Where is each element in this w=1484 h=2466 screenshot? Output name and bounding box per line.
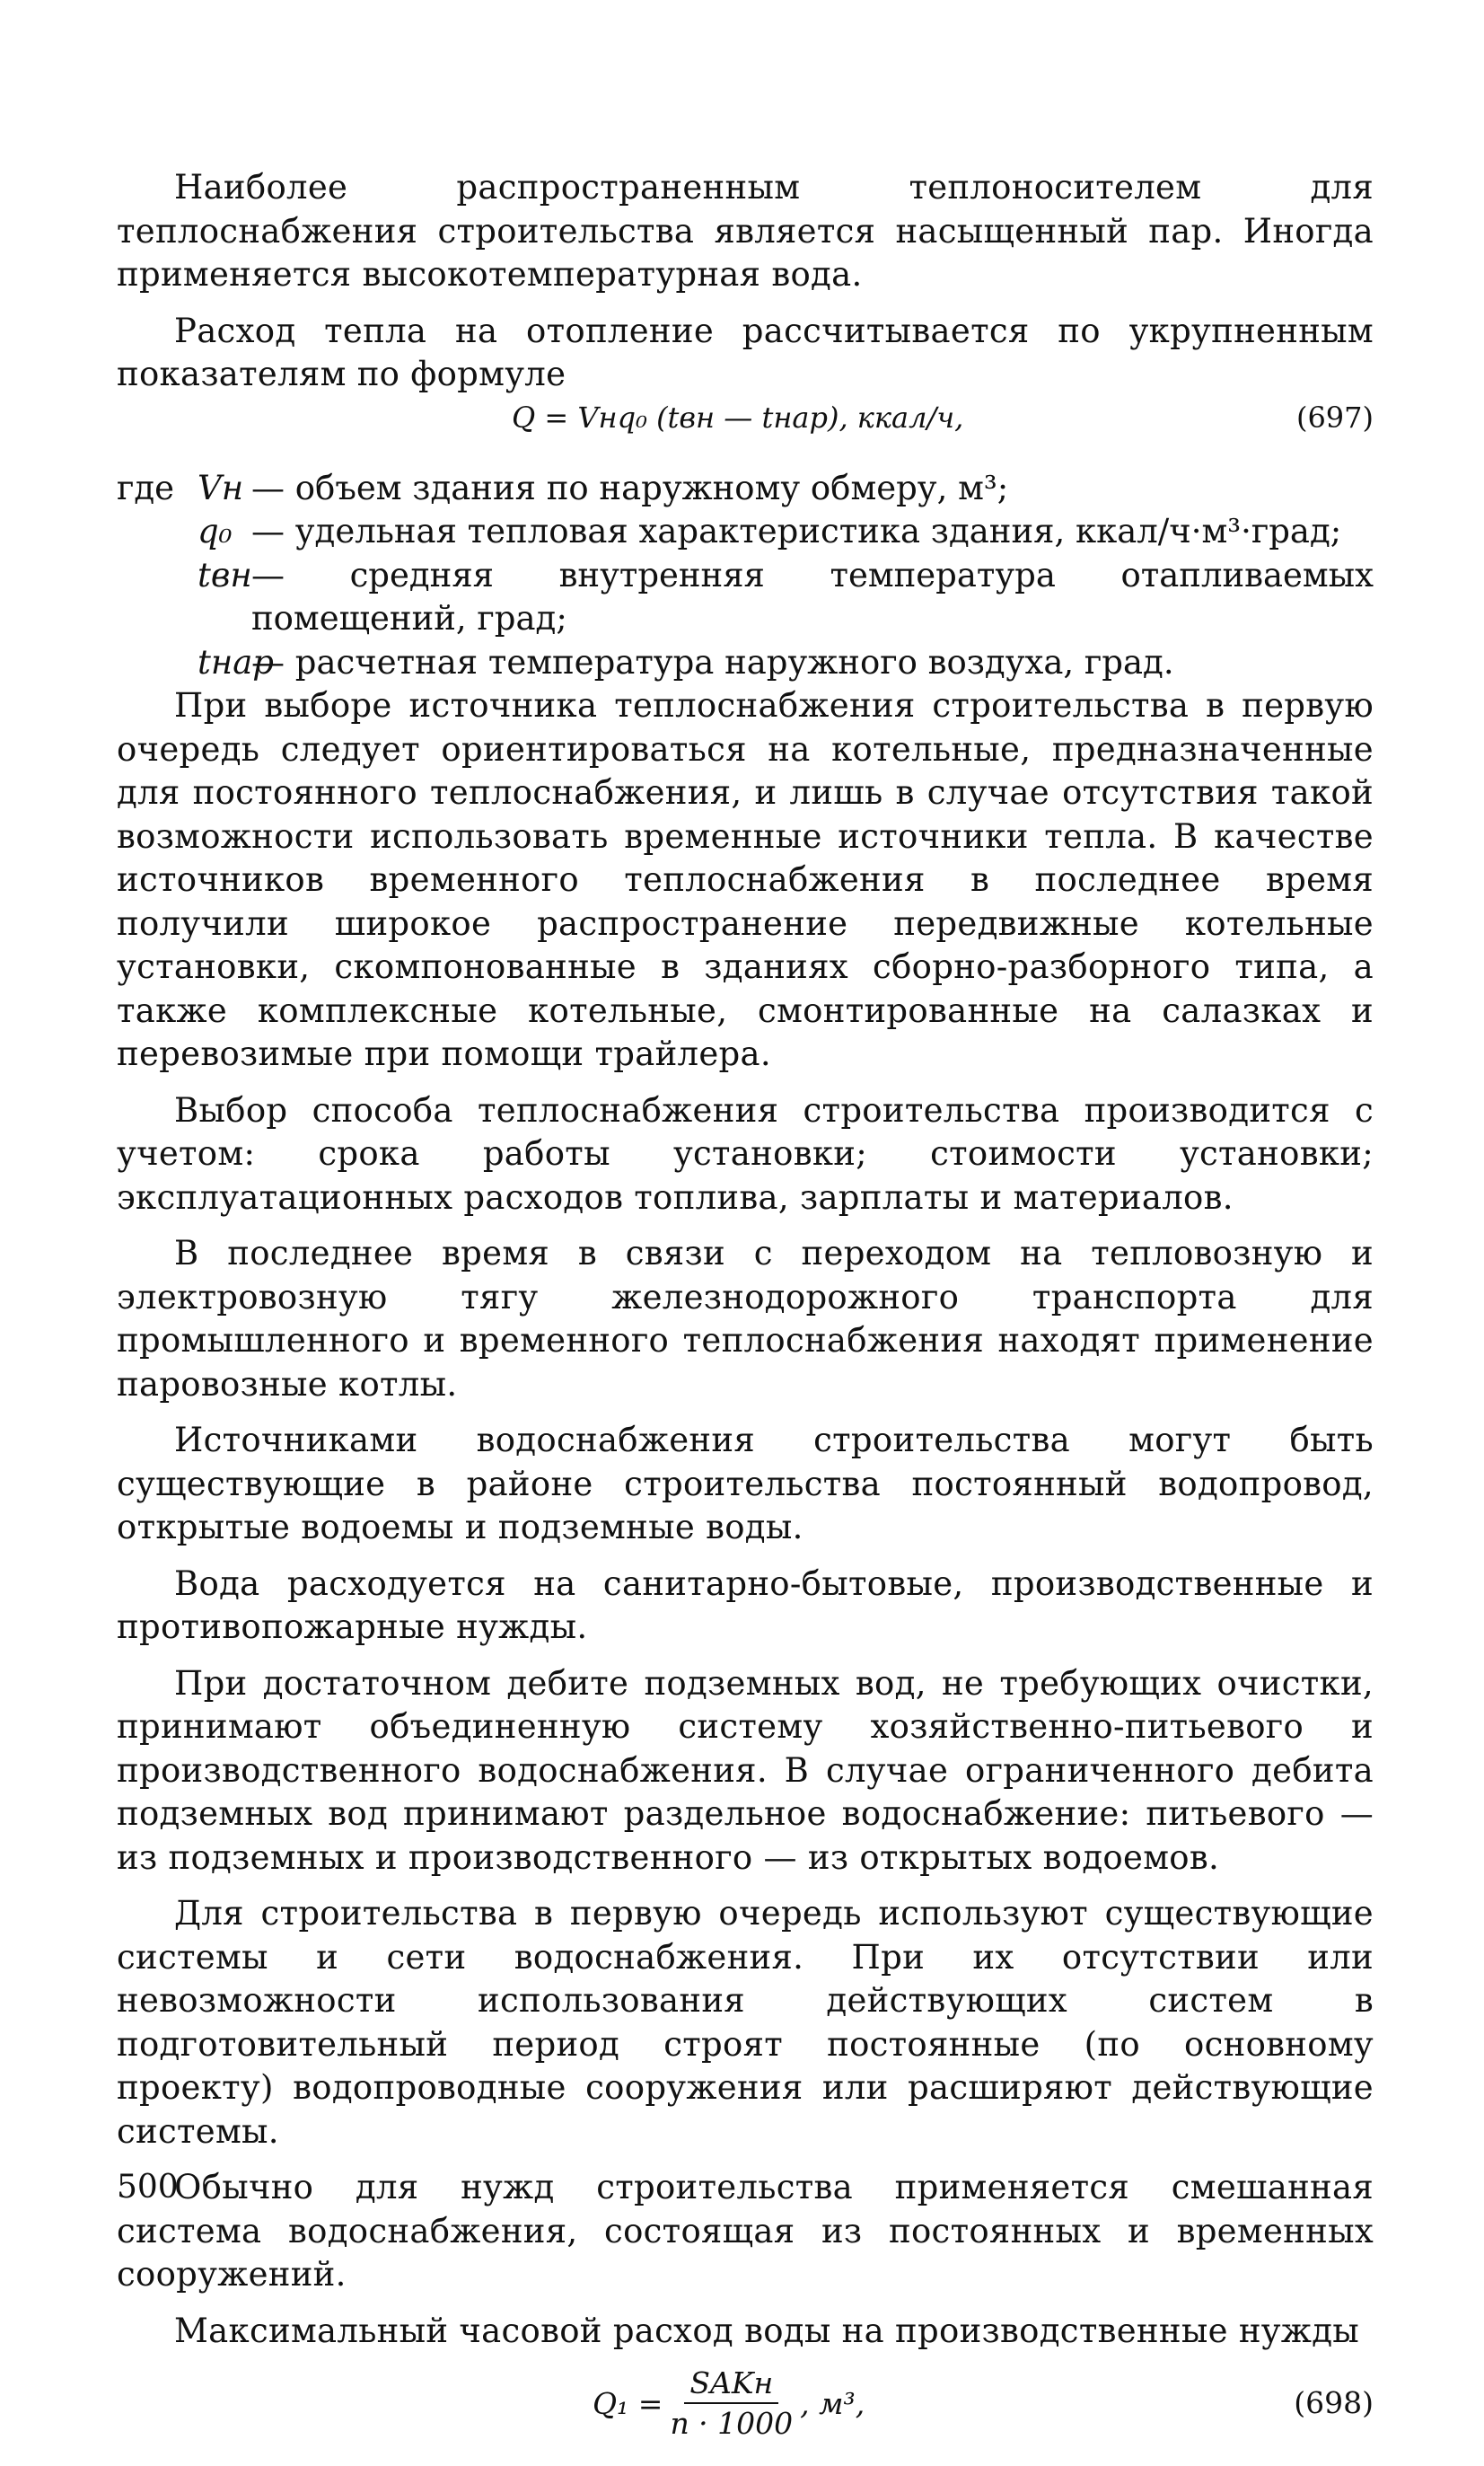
formula-698-number: (698) (1294, 2385, 1374, 2420)
paragraph-1: Наиболее распространенным теплоносителем для теплоснабжения строительства является насыщенный пар. Иногда применяется высокотемпературная вода. (117, 168, 1374, 294)
where-item (117, 554, 1374, 641)
page-number: 500 (117, 2169, 179, 2206)
where-symbol: q₀ (198, 512, 233, 550)
paragraph-8: При достаточном дебите подземных вод, не требующих очистки, принимают объединенную систему хозяйственно-питьевого и производственного водоснабжения. В случае ограниченного дебита подземных вод принимают раздельное водоснабжение: питьевого — из подземных и производственного — из открытых водоемов. (117, 1663, 1374, 1877)
where-item (117, 510, 1374, 554)
formula-698-lhs: Q₁ = (593, 2385, 663, 2421)
formula-698-unit: , м³, (800, 2385, 865, 2421)
where-list (117, 467, 1374, 685)
where-symbol: tнар (198, 642, 274, 682)
formula-697 (117, 397, 1374, 451)
formula-698-denominator: n · 1000 (670, 2406, 794, 2441)
where-item (117, 641, 1374, 685)
paragraph-2: Расход тепла на отопление рассчитывается по укрупненным показателям по формуле (117, 311, 1374, 393)
where-item (117, 467, 1374, 511)
paragraph-10: Обычно для нужд строительства применяется смешанная система водоснабжения, состоящая из постоянных и временных сооружений. (117, 2168, 1374, 2294)
paragraph-6: Источниками водоснабжения строительства могут быть существующие в районе строительства постоянный водопровод, открытые водоемы и подземные воды. (117, 1421, 1374, 1546)
paragraph-7: Вода расходуется на санитарно-бытовые, производственные и противопожарные нужды. (117, 1563, 1374, 1646)
formula-698-fraction (670, 2365, 793, 2441)
where-symbol: tвн (198, 555, 252, 594)
page-body (117, 166, 1374, 2466)
where-definition: — объем здания по наружному обмеру, м³; (251, 468, 1009, 507)
formula-697-expression: Q = Vнq₀ (tвн — tнар), ккал/ч, (512, 400, 964, 435)
paragraph-5: В последнее время в связи с переходом на тепловозную и электровозную тягу железнодорожного транспорта для промышленного и временного теплоснабжения находят применение паровозные котлы. (117, 1234, 1374, 1404)
formula-697-number: (697) (1295, 400, 1374, 435)
where-symbol: Vн (198, 468, 244, 507)
paragraph-9: Для строительства в первую очередь используют существующие системы и сети водоснабжения. При их отсутствии или невозможности использования действующих систем в подготовительный период строят постоянные (по основному проекту) водопроводные сооружения или расширяют действующие системы. (117, 1894, 1374, 2151)
where-lead: где (117, 468, 175, 507)
paragraph-4: Выбор способа теплоснабжения строительства производится с учетом: срока работы установки; стоимости установки; эксплуатационных расходов топлива, зарплаты и материалов. (117, 1090, 1374, 1217)
formula-698-numerator: SAKн (684, 2365, 778, 2404)
where-definition: — расчетная температура наружного воздуха, град. (251, 642, 1174, 682)
formula-698 (117, 2358, 1374, 2466)
where-definition: — удельная тепловая характеристика здания, ккал/ч·м³·град; (251, 512, 1342, 550)
where-definition: — средняя внутренняя температура отапливаемых помещений, град; (251, 555, 1374, 638)
paragraph-3: При выборе источника теплоснабжения строительства в первую очередь следует ориентироваться на котельные, предназначенные для постоянного теплоснабжения, и лишь в случае отсутствия такой возможности использовать временные источники тепла. В качестве источников временного теплоснабжения в последнее время получили широкое распространение передвижные котельные установки, скомпонованные в зданиях сборно-разборного типа, а также комплексные котельные, смонтированные на салазках и перевозимые при помощи трайлера. (117, 686, 1374, 1073)
paragraph-11: Максимальный часовой расход воды на производственные нужды (174, 2311, 1360, 2350)
